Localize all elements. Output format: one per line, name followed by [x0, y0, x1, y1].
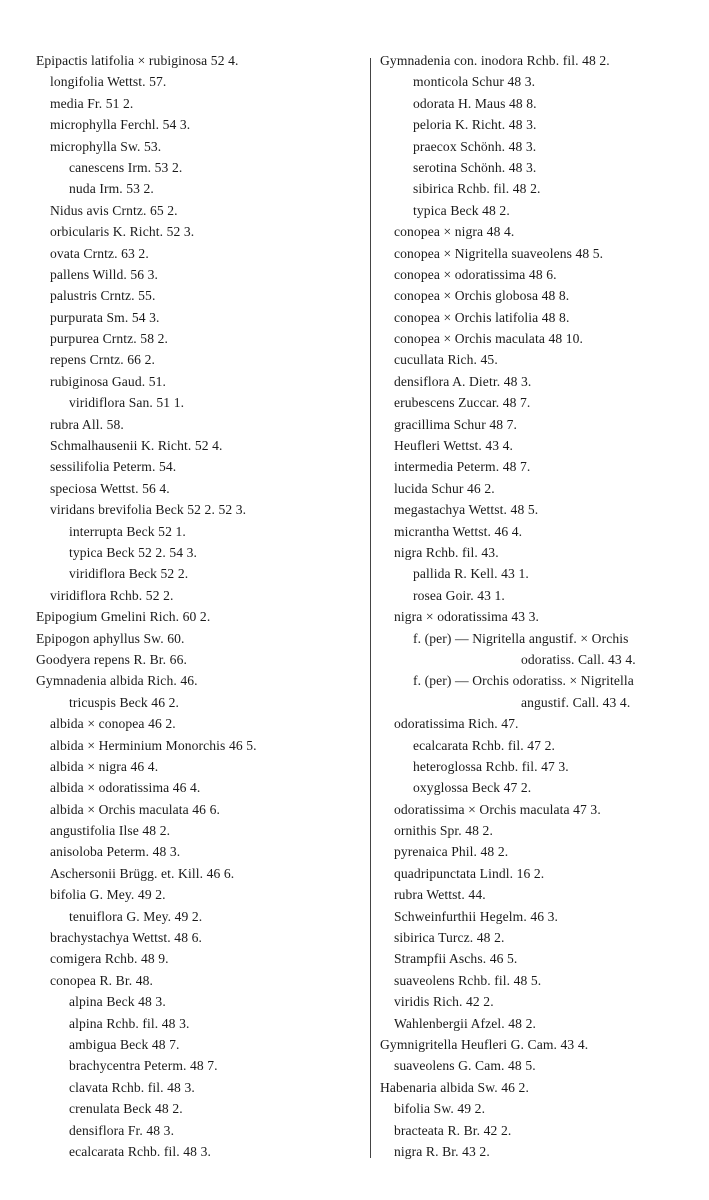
index-entry: comigera Rchb. 48 9.: [50, 951, 169, 967]
index-entry: microphylla Ferchl. 54 3.: [50, 117, 191, 133]
index-entry: purpurea Crntz. 58 2.: [50, 331, 168, 347]
index-entry: densiflora A. Dietr. 48 3.: [394, 373, 532, 389]
index-entry: anisoloba Peterm. 48 3.: [50, 844, 181, 860]
index-entry: viridiflora San. 51 1.: [69, 395, 185, 411]
index-entry: megastachya Wettst. 48 5.: [394, 502, 539, 518]
index-entry: rosea Goir. 43 1.: [413, 587, 505, 603]
index-entry: ornithis Spr. 48 2.: [394, 823, 493, 839]
index-entry: Wahlenbergii Afzel. 48 2.: [394, 1015, 536, 1031]
index-entry: bifolia G. Mey. 49 2.: [50, 887, 166, 903]
index-entry: typica Beck 48 2.: [413, 202, 510, 218]
index-entry: albida × odoratissima 46 4.: [50, 780, 201, 796]
index-entry: typica Beck 52 2. 54 3.: [69, 544, 198, 560]
index-entry: longifolia Wettst. 57.: [50, 74, 167, 90]
index-entry: Gymnadenia con. inodora Rchb. fil. 48 2.: [380, 53, 610, 68]
index-entry: odorata H. Maus 48 8.: [413, 95, 537, 111]
index-entry: ovata Crntz. 63 2.: [50, 245, 149, 261]
index-entry: nuda Irm. 53 2.: [69, 181, 154, 197]
index-entry: microphylla Sw. 53.: [50, 138, 162, 154]
index-entry: albida × Herminium Monorchis 46 5.: [50, 737, 257, 753]
index-entry: monticola Schur 48 3.: [413, 74, 536, 90]
index-entry: odoratissima Rich. 47.: [394, 716, 519, 732]
index-entry: bifolia Sw. 49 2.: [394, 1101, 486, 1117]
index-entry: conopea × odoratissima 48 6.: [394, 266, 557, 282]
index-entry: Epipogium Gmelini Rich. 60 2.: [36, 609, 211, 625]
index-entry: palustris Crntz. 55.: [50, 288, 156, 304]
index-entry: conopea × nigra 48 4.: [394, 224, 515, 240]
index-entry: nigra × odoratissima 43 3.: [394, 609, 540, 625]
index-entry: tenuiflora G. Mey. 49 2.: [69, 908, 203, 924]
index-entry: odoratiss. Call. 43 4.: [521, 651, 636, 667]
index-entry: alpina Rchb. fil. 48 3.: [69, 1015, 190, 1031]
index-entry: conopea × Orchis maculata 48 10.: [394, 331, 584, 347]
index-entry: heteroglossa Rchb. fil. 47 3.: [413, 758, 569, 774]
column-divider: [370, 58, 371, 1158]
index-entry: suaveolens Rchb. fil. 48 5.: [394, 972, 542, 988]
index-entry: canescens Irm. 53 2.: [69, 159, 183, 175]
index-entry: ecalcarata Rchb. fil. 47 2.: [413, 737, 555, 753]
index-entry: brachycentra Peterm. 48 7.: [69, 1058, 218, 1074]
index-entry: praecox Schönh. 48 3.: [413, 138, 537, 154]
index-entry: interrupta Beck 52 1.: [69, 523, 186, 539]
index-entry: angustifolia Ilse 48 2.: [50, 823, 171, 839]
index-entry: oxyglossa Beck 47 2.: [413, 780, 532, 796]
index-entry: media Fr. 51 2.: [50, 95, 134, 111]
index-entry: viridis Rich. 42 2.: [394, 994, 494, 1010]
index-entry: Aschersonii Brügg. et. Kill. 46 6.: [50, 865, 235, 881]
index-entry: conopea × Orchis latifolia 48 8.: [394, 309, 570, 325]
index-entry: nigra Rchb. fil. 43.: [394, 544, 499, 560]
index-entry: f. (per) — Orchis odoratiss. × Nigritella: [413, 673, 634, 689]
index-entry: clavata Rchb. fil. 48 3.: [69, 1079, 195, 1095]
index-entry: gracillima Schur 48 7.: [394, 416, 518, 432]
index-entry: Habenaria albida Sw. 46 2.: [380, 1079, 529, 1095]
index-entry: angustif. Call. 43 4.: [521, 694, 631, 710]
index-entry: Schmalhausenii K. Richt. 52 4.: [50, 438, 223, 454]
index-entry: quadripunctata Lindl. 16 2.: [394, 865, 545, 881]
index-entry: Epipogon aphyllus Sw. 60.: [36, 630, 185, 646]
index-entry: ambigua Beck 48 7.: [69, 1036, 180, 1052]
index-entry: odoratissima × Orchis maculata 47 3.: [394, 801, 601, 817]
index-entry: pallens Willd. 56 3.: [50, 266, 159, 282]
index-entry: Gymnadenia albida Rich. 46.: [36, 673, 198, 689]
index-entry: densiflora Fr. 48 3.: [69, 1122, 175, 1138]
index-entry: tricuspis Beck 46 2.: [69, 694, 179, 710]
index-entry: conopea × Orchis globosa 48 8.: [394, 288, 570, 304]
index-entry: ecalcarata Rchb. fil. 48 3.: [69, 1143, 211, 1159]
index-entry: rubiginosa Gaud. 51.: [50, 373, 167, 389]
index-entry: crenulata Beck 48 2.: [69, 1101, 183, 1117]
index-entry: repens Crntz. 66 2.: [50, 352, 155, 368]
index-entry: erubescens Zuccar. 48 7.: [394, 395, 531, 411]
index-entry: albida × nigra 46 4.: [50, 758, 159, 774]
index-entry: albida × Orchis maculata 46 6.: [50, 801, 220, 817]
index-entry: viridans brevifolia Beck 52 2. 52 3.: [50, 502, 247, 518]
index-entry: Schweinfurthii Hegelm. 46 3.: [394, 908, 559, 924]
index-entry: conopea × Nigritella suaveolens 48 5.: [394, 245, 604, 261]
index-entry: albida × conopea 46 2.: [50, 716, 176, 732]
index-entry: bracteata R. Br. 42 2.: [394, 1122, 512, 1138]
index-entry: Epipactis latifolia × rubiginosa 52 4.: [36, 53, 239, 68]
index-entry: sibirica Turcz. 48 2.: [394, 930, 505, 946]
index-entry: brachystachya Wettst. 48 6.: [50, 930, 202, 946]
index-entry: orbicularis K. Richt. 52 3.: [50, 224, 195, 240]
index-entry: intermedia Peterm. 48 7.: [394, 459, 531, 475]
index-entry: rubra All. 58.: [50, 416, 124, 432]
index-entry: Nidus avis Crntz. 65 2.: [50, 202, 178, 218]
index-entry: suaveolens G. Cam. 48 5.: [394, 1058, 536, 1074]
index-entry: Heufleri Wettst. 43 4.: [394, 438, 514, 454]
index-entry: Gymnigritella Heufleri G. Cam. 43 4.: [380, 1036, 589, 1052]
index-entry: f. (per) — Nigritella angustif. × Orchis: [413, 630, 629, 646]
index-entry: viridiflora Rchb. 52 2.: [50, 587, 174, 603]
index-column-left: [36, 50, 366, 1162]
index-entry: micrantha Wettst. 46 4.: [394, 523, 523, 539]
index-entry: viridiflora Beck 52 2.: [69, 566, 189, 582]
index-entry: serotina Schönh. 48 3.: [413, 159, 537, 175]
index-entry: conopea R. Br. 48.: [50, 972, 153, 988]
index-entry: sibirica Rchb. fil. 48 2.: [413, 181, 541, 197]
index-entry: Strampfii Aschs. 46 5.: [394, 951, 518, 967]
index-entry: Goodyera repens R. Br. 66.: [36, 651, 187, 667]
index-entry: peloria K. Richt. 48 3.: [413, 117, 537, 133]
index-entry: rubra Wettst. 44.: [394, 887, 486, 903]
index-entry: pallida R. Kell. 43 1.: [413, 566, 529, 582]
index-column-right: [380, 50, 698, 1162]
index-entry: alpina Beck 48 3.: [69, 994, 166, 1010]
index-entry: purpurata Sm. 54 3.: [50, 309, 160, 325]
index-entry: pyrenaica Phil. 48 2.: [394, 844, 509, 860]
index-entry: sessilifolia Peterm. 54.: [50, 459, 177, 475]
index-entry: lucida Schur 46 2.: [394, 480, 495, 496]
index-entry: speciosa Wettst. 56 4.: [50, 480, 170, 496]
index-entry: nigra R. Br. 43 2.: [394, 1143, 490, 1159]
index-entry: cucullata Rich. 45.: [394, 352, 498, 368]
